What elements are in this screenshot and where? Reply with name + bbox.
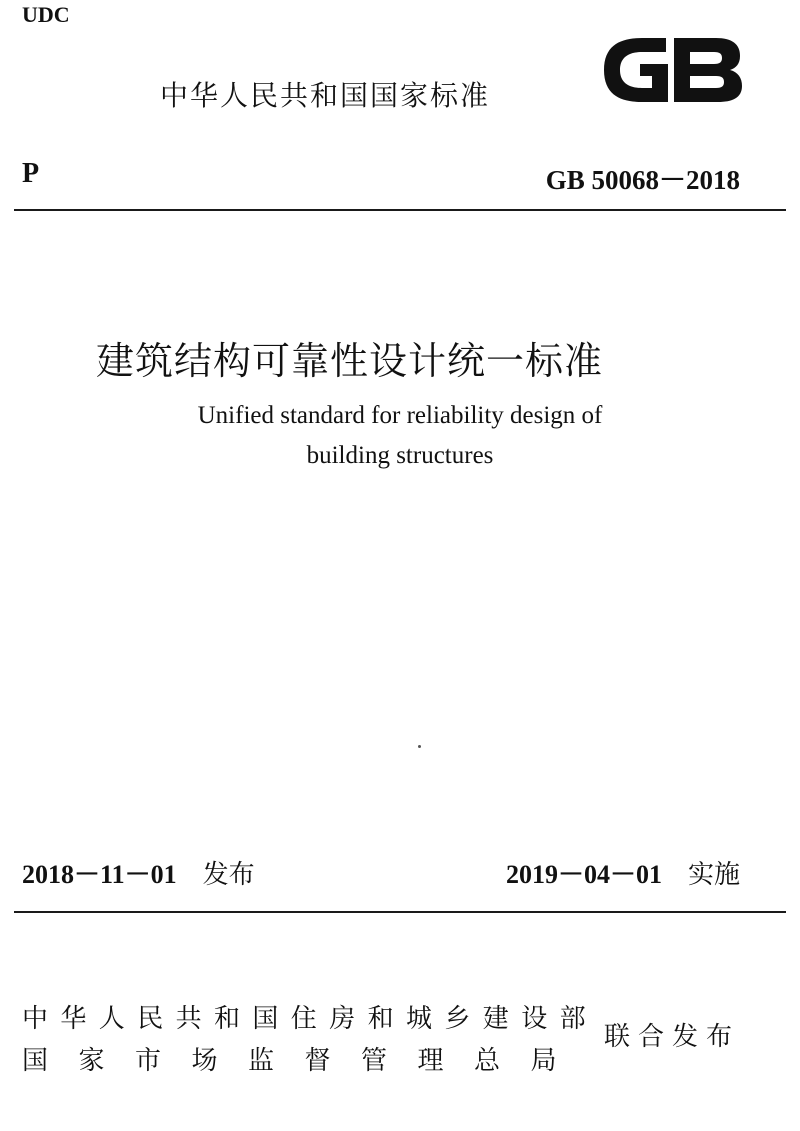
- standard-number: GB 50068－2018: [545, 165, 740, 195]
- category-code: P: [22, 158, 40, 189]
- title-english: [0, 396, 800, 476]
- national-standard-heading: 中华人民共和国国家标准: [160, 79, 491, 112]
- scan-speck: [418, 745, 421, 748]
- issue-label: 发布: [202, 860, 255, 890]
- title-english-line-1: Unified standard for reliability design of: [197, 402, 603, 429]
- udc-label: UDC: [22, 2, 70, 27]
- issue-date-block: [22, 854, 255, 891]
- title-chinese: 建筑结构可靠性设计统一标准: [96, 339, 604, 383]
- issuer-administration: 国家市场监督管理总局: [22, 1046, 588, 1076]
- issuer-ministry: 中华人民共和国住房和城乡建设部: [22, 1004, 599, 1034]
- bottom-divider: [14, 911, 786, 913]
- issue-date: 2018－11－01: [22, 860, 177, 889]
- title-english-line-2: building structures: [306, 442, 494, 469]
- implement-label: 实施: [687, 860, 740, 890]
- gb-logo-icon: [596, 34, 744, 106]
- implement-date: 2019－04－01: [505, 860, 662, 889]
- joint-issue-label: 联合发布: [604, 1022, 741, 1052]
- top-divider: [14, 209, 786, 211]
- implement-date-block: [506, 854, 740, 891]
